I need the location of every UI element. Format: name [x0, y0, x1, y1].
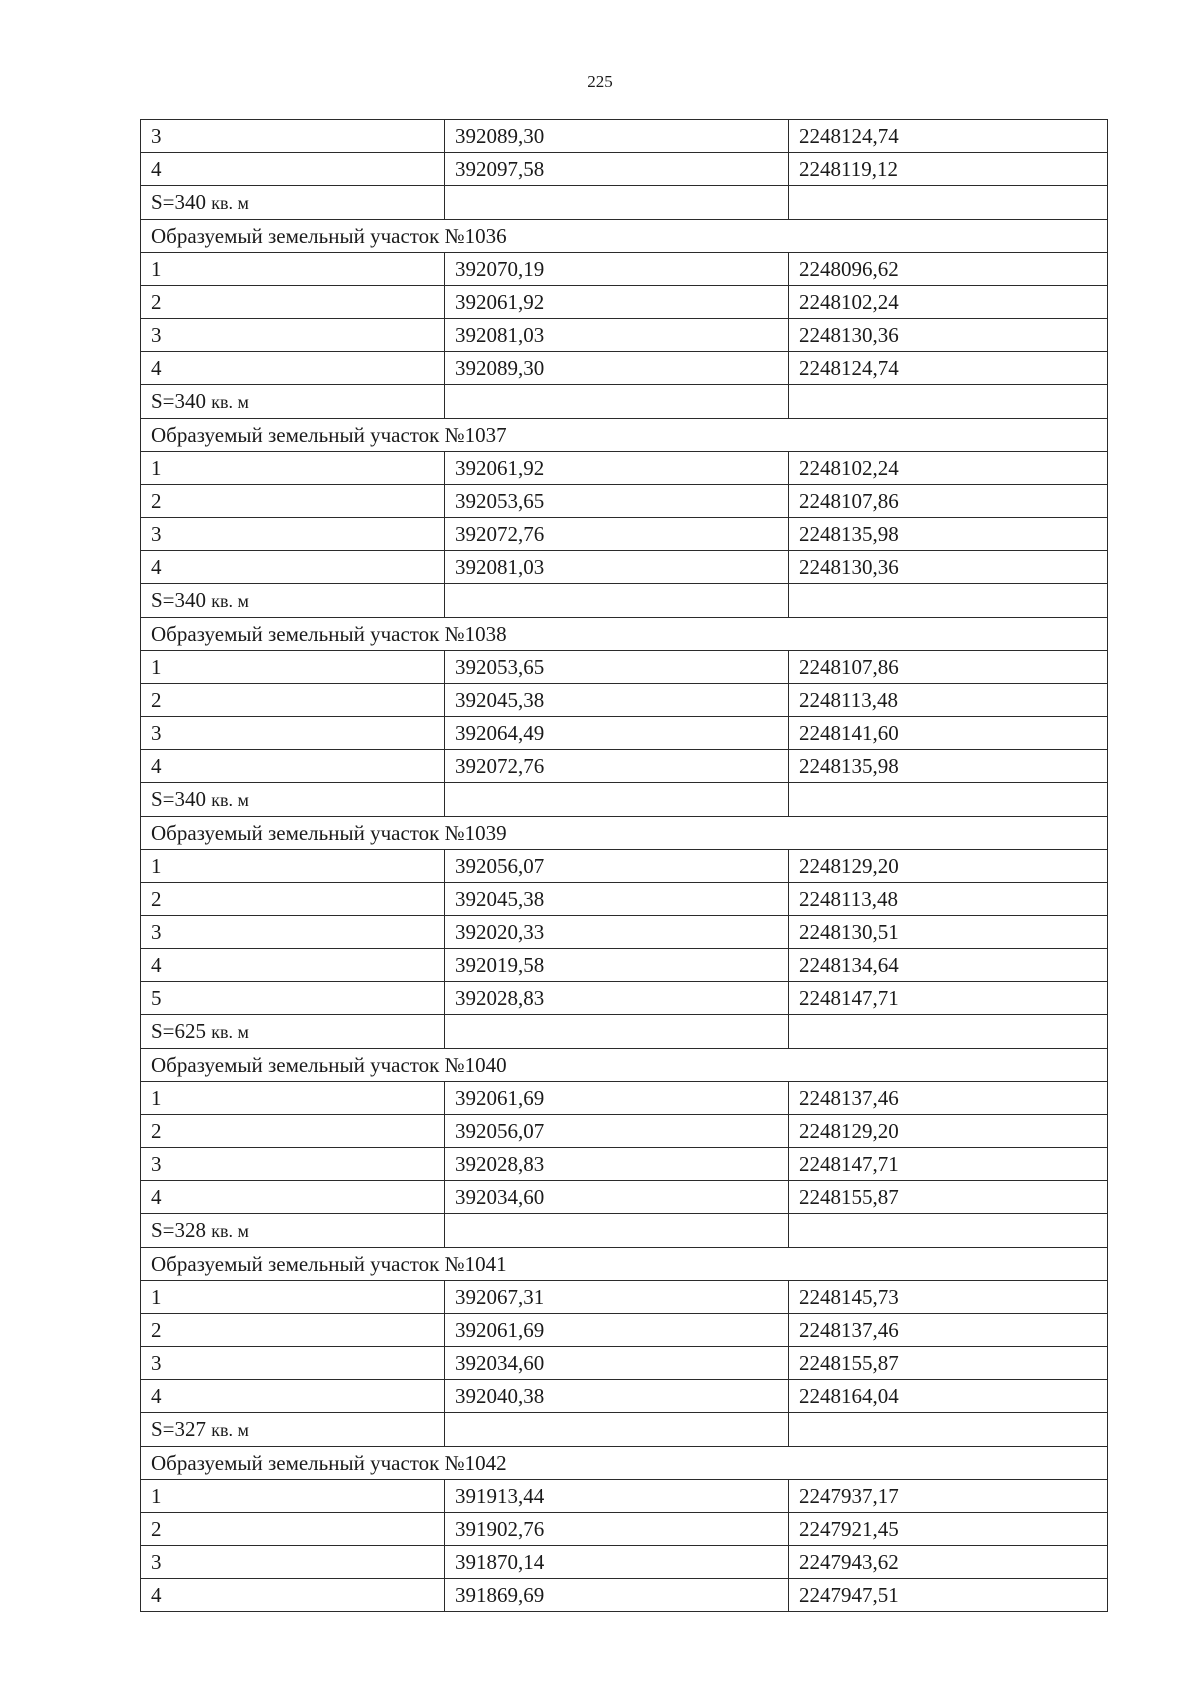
coordinate-y: 2248119,12: [789, 153, 1108, 186]
area-cell: [141, 584, 445, 618]
coordinate-x: 392061,69: [445, 1082, 789, 1115]
coordinate-y: 2248137,46: [789, 1314, 1108, 1347]
empty-cell: [789, 584, 1108, 618]
empty-cell: [789, 1015, 1108, 1049]
coordinate-y: 2248113,48: [789, 684, 1108, 717]
area-row: [141, 1413, 1108, 1447]
coordinate-x: 392072,76: [445, 750, 789, 783]
area-value: S=340: [151, 389, 207, 413]
coordinate-y: 2248147,71: [789, 1148, 1108, 1181]
area-unit: кв. м: [211, 193, 249, 213]
area-cell: [141, 1015, 445, 1049]
coordinate-y: 2248130,36: [789, 319, 1108, 352]
area-value: S=340: [151, 588, 207, 612]
empty-cell: [789, 1413, 1108, 1447]
coordinate-x: 392081,03: [445, 551, 789, 584]
area-row: [141, 385, 1108, 419]
parcel-header-row: [141, 1248, 1108, 1281]
parcel-header-row: [141, 220, 1108, 253]
parcel-title: Образуемый земельный участок №1040: [141, 1049, 1108, 1082]
area-cell: [141, 385, 445, 419]
coordinate-x: 391902,76: [445, 1513, 789, 1546]
coordinate-y: 2248137,46: [789, 1082, 1108, 1115]
parcel-title: Образуемый земельный участок №1036: [141, 220, 1108, 253]
parcel-title: Образуемый земельный участок №1038: [141, 618, 1108, 651]
coordinate-x: 392028,83: [445, 982, 789, 1015]
table-row: [141, 850, 1108, 883]
area-value: S=625: [151, 1019, 207, 1043]
area-unit: кв. м: [211, 591, 249, 611]
point-number: 3: [141, 1347, 445, 1380]
point-number: 1: [141, 452, 445, 485]
coordinate-x: 392053,65: [445, 485, 789, 518]
table-row: [141, 319, 1108, 352]
coordinate-x: 392045,38: [445, 883, 789, 916]
point-number: 2: [141, 1115, 445, 1148]
coordinate-y: 2248102,24: [789, 286, 1108, 319]
coordinate-y: 2248147,71: [789, 982, 1108, 1015]
parcel-title: Образуемый земельный участок №1037: [141, 419, 1108, 452]
point-number: 3: [141, 916, 445, 949]
table-row: [141, 1181, 1108, 1214]
parcel-title: Образуемый земельный участок №1042: [141, 1447, 1108, 1480]
coordinate-y: 2248129,20: [789, 1115, 1108, 1148]
coordinate-y: 2248155,87: [789, 1181, 1108, 1214]
parcel-header-row: [141, 1447, 1108, 1480]
coordinate-x: 392061,69: [445, 1314, 789, 1347]
table-row: [141, 551, 1108, 584]
table-row: [141, 120, 1108, 153]
area-unit: кв. м: [211, 392, 249, 412]
coordinate-y: 2248135,98: [789, 750, 1108, 783]
coordinate-y: 2248134,64: [789, 949, 1108, 982]
empty-cell: [789, 385, 1108, 419]
table-row: [141, 1148, 1108, 1181]
empty-cell: [445, 1015, 789, 1049]
table-row: [141, 717, 1108, 750]
table-row: [141, 684, 1108, 717]
coordinate-y: 2248124,74: [789, 352, 1108, 385]
coordinate-x: 392070,19: [445, 253, 789, 286]
coordinate-y: 2248096,62: [789, 253, 1108, 286]
coordinate-x: 392020,33: [445, 916, 789, 949]
coordinate-x: 392061,92: [445, 286, 789, 319]
coordinate-x: 392056,07: [445, 1115, 789, 1148]
table-row: [141, 286, 1108, 319]
coordinate-x: 392061,92: [445, 452, 789, 485]
table-row: [141, 883, 1108, 916]
table-row: [141, 518, 1108, 551]
area-value: S=340: [151, 787, 207, 811]
empty-cell: [445, 1413, 789, 1447]
point-number: 1: [141, 1082, 445, 1115]
point-number: 3: [141, 319, 445, 352]
area-unit: кв. м: [211, 1420, 249, 1440]
table-row: [141, 352, 1108, 385]
empty-cell: [789, 783, 1108, 817]
point-number: 4: [141, 750, 445, 783]
point-number: 1: [141, 1281, 445, 1314]
area-row: [141, 1214, 1108, 1248]
point-number: 4: [141, 1181, 445, 1214]
coordinate-x: 392097,58: [445, 153, 789, 186]
coordinate-y: 2248130,51: [789, 916, 1108, 949]
area-value: S=328: [151, 1218, 207, 1242]
table-row: [141, 1281, 1108, 1314]
point-number: 2: [141, 1513, 445, 1546]
coordinate-x: 392053,65: [445, 651, 789, 684]
coordinate-x: 392089,30: [445, 120, 789, 153]
table-row: [141, 253, 1108, 286]
page-number: 225: [587, 72, 613, 91]
coordinates-table: [140, 119, 1108, 1612]
coordinate-y: 2248135,98: [789, 518, 1108, 551]
area-unit: кв. м: [211, 790, 249, 810]
coordinate-x: 392019,58: [445, 949, 789, 982]
coordinate-y: 2248164,04: [789, 1380, 1108, 1413]
parcel-title: Образуемый земельный участок №1041: [141, 1248, 1108, 1281]
point-number: 3: [141, 518, 445, 551]
table-row: [141, 1082, 1108, 1115]
coordinate-x: 392040,38: [445, 1380, 789, 1413]
coordinates-table-body: [141, 120, 1108, 1612]
area-row: [141, 584, 1108, 618]
point-number: 2: [141, 485, 445, 518]
coordinate-x: 391869,69: [445, 1579, 789, 1612]
table-row: [141, 452, 1108, 485]
point-number: 2: [141, 883, 445, 916]
empty-cell: [789, 1214, 1108, 1248]
coordinate-y: 2247921,45: [789, 1513, 1108, 1546]
point-number: 3: [141, 1546, 445, 1579]
coordinate-y: 2248141,60: [789, 717, 1108, 750]
table-row: [141, 1314, 1108, 1347]
table-row: [141, 1579, 1108, 1612]
area-cell: [141, 783, 445, 817]
coordinate-x: 392056,07: [445, 850, 789, 883]
empty-cell: [445, 385, 789, 419]
coordinate-x: 391870,14: [445, 1546, 789, 1579]
coordinate-x: 392072,76: [445, 518, 789, 551]
area-cell: [141, 1214, 445, 1248]
coordinate-x: 392089,30: [445, 352, 789, 385]
parcel-header-row: [141, 618, 1108, 651]
empty-cell: [445, 1214, 789, 1248]
coordinate-x: 391913,44: [445, 1480, 789, 1513]
point-number: 4: [141, 153, 445, 186]
coordinate-y: 2248155,87: [789, 1347, 1108, 1380]
area-row: [141, 1015, 1108, 1049]
empty-cell: [445, 186, 789, 220]
point-number: 3: [141, 1148, 445, 1181]
coordinate-y: 2248102,24: [789, 452, 1108, 485]
area-unit: кв. м: [211, 1221, 249, 1241]
coordinate-x: 392064,49: [445, 717, 789, 750]
table-row: [141, 485, 1108, 518]
empty-cell: [789, 186, 1108, 220]
table-row: [141, 153, 1108, 186]
table-row: [141, 1513, 1108, 1546]
area-row: [141, 186, 1108, 220]
table-row: [141, 651, 1108, 684]
point-number: 1: [141, 850, 445, 883]
coordinate-y: 2248124,74: [789, 120, 1108, 153]
point-number: 3: [141, 717, 445, 750]
point-number: 1: [141, 253, 445, 286]
parcel-title: Образуемый земельный участок №1039: [141, 817, 1108, 850]
coordinate-y: 2248145,73: [789, 1281, 1108, 1314]
point-number: 2: [141, 684, 445, 717]
point-number: 3: [141, 120, 445, 153]
table-row: [141, 982, 1108, 1015]
parcel-header-row: [141, 419, 1108, 452]
table-row: [141, 1380, 1108, 1413]
coordinate-y: 2248107,86: [789, 651, 1108, 684]
point-number: 2: [141, 1314, 445, 1347]
point-number: 5: [141, 982, 445, 1015]
coordinate-y: 2247943,62: [789, 1546, 1108, 1579]
coordinate-y: 2248107,86: [789, 485, 1108, 518]
point-number: 4: [141, 352, 445, 385]
area-cell: [141, 1413, 445, 1447]
point-number: 4: [141, 1380, 445, 1413]
point-number: 4: [141, 551, 445, 584]
table-row: [141, 916, 1108, 949]
parcel-header-row: [141, 1049, 1108, 1082]
table-row: [141, 949, 1108, 982]
point-number: 1: [141, 651, 445, 684]
coordinate-x: 392045,38: [445, 684, 789, 717]
area-row: [141, 783, 1108, 817]
coordinate-y: 2247937,17: [789, 1480, 1108, 1513]
coordinate-x: 392034,60: [445, 1347, 789, 1380]
parcel-header-row: [141, 817, 1108, 850]
area-cell: [141, 186, 445, 220]
point-number: 4: [141, 949, 445, 982]
coordinate-y: 2247947,51: [789, 1579, 1108, 1612]
coordinate-y: 2248113,48: [789, 883, 1108, 916]
point-number: 1: [141, 1480, 445, 1513]
area-unit: кв. м: [211, 1022, 249, 1042]
table-row: [141, 750, 1108, 783]
empty-cell: [445, 783, 789, 817]
table-row: [141, 1480, 1108, 1513]
table-row: [141, 1115, 1108, 1148]
empty-cell: [445, 584, 789, 618]
coordinate-x: 392081,03: [445, 319, 789, 352]
area-value: S=340: [151, 190, 207, 214]
table-row: [141, 1546, 1108, 1579]
coordinate-y: 2248129,20: [789, 850, 1108, 883]
coordinate-x: 392028,83: [445, 1148, 789, 1181]
area-value: S=327: [151, 1417, 207, 1441]
table-row: [141, 1347, 1108, 1380]
coordinate-y: 2248130,36: [789, 551, 1108, 584]
coordinate-x: 392067,31: [445, 1281, 789, 1314]
point-number: 2: [141, 286, 445, 319]
point-number: 4: [141, 1579, 445, 1612]
coordinate-x: 392034,60: [445, 1181, 789, 1214]
